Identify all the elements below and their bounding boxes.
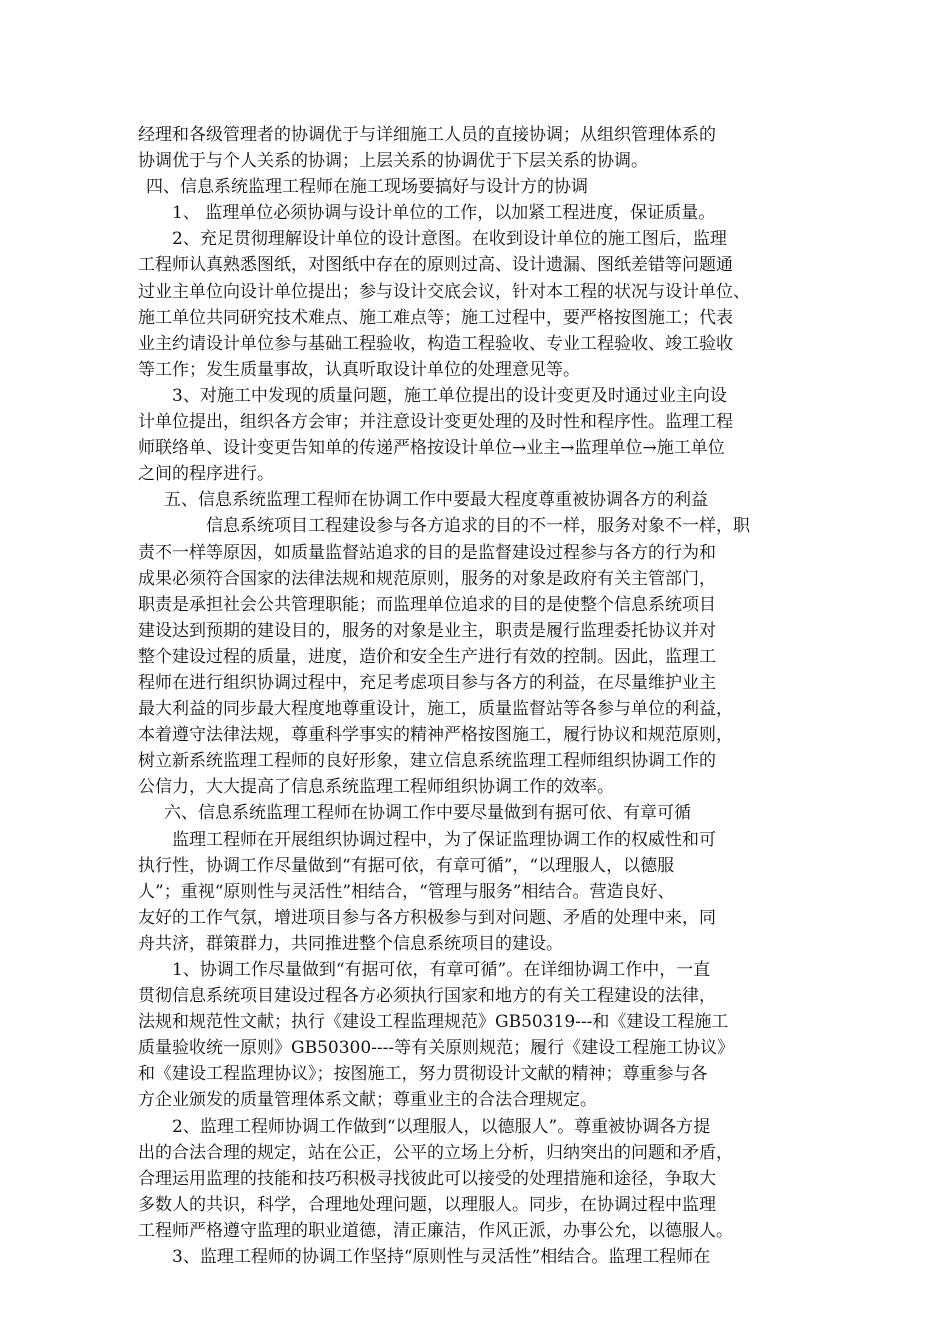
text-line: 多数人的共识，科学，合理地处理问题，以理服人。同步，在协调过程中监理 — [138, 1194, 716, 1215]
section-heading: 五、信息系统监理工程师在协调工作中要最大程度尊重被协调各方的利益 — [164, 490, 708, 511]
text-line: 方企业颁发的质量管理体系文献；尊重业主的合法合理规定。 — [138, 1090, 597, 1111]
text-line: 树立新系统监理工程师的良好形象，建立信息系统监理工程师组织协调工作的 — [138, 751, 716, 772]
text-line: 质量验收统一原则》GB50300----等有关原则规范；履行《建设工程施工协议》 — [138, 1038, 735, 1059]
text-line: 出的合法合理的规定，站在公正，公平的立场上分析，归纳突出的问题和矛盾， — [138, 1142, 733, 1163]
text-line: 人”；重视“原则性与灵活性”相结合，“管理与服务”相结合。营造良好、 — [138, 881, 675, 902]
text-line: 等工作；发生质量事故，认真听取设计单位的处理意见等。 — [138, 359, 580, 380]
text-line: 工程师严格遵守监理的职业道德，清正廉洁，作风正派，办事公允，以德服人。 — [138, 1220, 733, 1241]
text-line: 友好的工作气氛，增进项目参与各方积极参与到对问题、矛盾的处理中来，同 — [138, 907, 716, 928]
text-line: 舟共济，群策群力，共同推进整个信息系统项目的建设。 — [138, 933, 563, 954]
text-line: 职责是承担社会公共管理职能；而监理单位追求的目的是使整个信息系统项目 — [138, 594, 716, 615]
text-line: 2、监理工程师协调工作做到“以理服人，以德服人”。尊重被协调各方提 — [172, 1116, 711, 1137]
text-line: 责不一样等原因，如质量监督站追求的目的是监督建设过程参与各方的行为和 — [138, 542, 716, 563]
text-line: 法规和规范性文献；执行《建设工程监理规范》GB50319---和《建设工程施工 — [138, 1012, 729, 1033]
text-line: 程师在进行组织协调过程中，充足考虑项目参与各方的利益，在尽量维护业主 — [138, 672, 716, 693]
text-line: 1、 监理单位必须协调与设计单位的工作，以加紧工程进度，保证质量。 — [172, 203, 716, 224]
text-line: 合理运用监理的技能和技巧积极寻找彼此可以接受的处理措施和途径，争取大 — [138, 1168, 716, 1189]
text-line: 公信力，大大提高了信息系统监理工程师组织协调工作的效率。 — [138, 777, 614, 798]
text-line: 计单位提出，组织各方会审；并注意设计变更处理的及时性和程序性。监理工程 — [138, 412, 733, 433]
text-line: 工程师认真熟悉图纸，对图纸中存在的原则过高、设计遗漏、图纸差错等问题通 — [138, 255, 733, 276]
text-line: 本着遵守法律法规，尊重科学事实的精神严格按图施工，履行协议和规范原则， — [138, 725, 733, 746]
text-line: 业主约请设计单位参与基础工程验收，构造工程验收、专业工程验收、竣工验收 — [138, 333, 733, 354]
text-line: 1、协调工作尽量做到“有据可依，有章可循”。在详细协调工作中，一直 — [172, 960, 711, 980]
text-line: 整个建设过程的质量，进度，造价和安全生产进行有效的控制。因此，监理工 — [138, 646, 716, 667]
text-line: 经理和各级管理者的协调优于与详细施工人员的直接协调；从组织管理体系的 — [138, 125, 716, 145]
body-text — [138, 122, 828, 1270]
text-line: 过业主单位向设计单位提出；参与设计交底会议，针对本工程的状况与设计单位、 — [138, 281, 750, 302]
text-line: 和《建设工程监理协议》；按图施工，努力贯彻设计文献的精神；尊重参与各 — [138, 1064, 708, 1085]
text-line: 3、监理工程师的协调工作坚持“原则性与灵活性”相结合。监理工程师在 — [172, 1247, 711, 1268]
text-line: 贯彻信息系统项目建设过程各方必须执行国家和地方的有关工程建设的法律， — [138, 986, 716, 1007]
text-line: 3、对施工中发现的质量问题，施工单位提出的设计变更及时通过业主向设 — [172, 385, 727, 406]
text-line: 协调优于与个人关系的协调；上层关系的协调优于下层关系的协调。 — [138, 151, 648, 172]
text-line: 信息系统项目工程建设参与各方追求的目的不一样，服务对象不一样，职 — [206, 516, 750, 537]
text-line: 执行性，协调工作尽量做到“有据可依，有章可循”，“以理服人，以德服 — [138, 855, 675, 876]
text-line: 建设达到预期的建设目的，服务的对象是业主，职责是履行监理委托协议并对 — [138, 620, 716, 641]
text-line: 最大利益的同步最大程度地尊重设计，施工，质量监督站等各参与单位的利益， — [138, 699, 733, 720]
text-line: 施工单位共同研究技术难点、施工难点等；施工过程中，要严格按图施工；代表 — [138, 307, 733, 328]
text-line: 之间的程序进行。 — [138, 464, 274, 485]
text-line: 成果必须符合国家的法律法规和规范原则，服务的对象是政府有关主管部门， — [138, 568, 716, 589]
section-heading: 四、信息系统监理工程师在施工现场要搞好与设计方的协调 — [146, 177, 588, 198]
text-line: 监理工程师在开展组织协调过程中，为了保证监理协调工作的权威性和可 — [172, 829, 716, 850]
section-heading: 六、信息系统监理工程师在协调工作中要尽量做到有据可依、有章可循 — [164, 803, 691, 824]
text-line: 2、充足贯彻理解设计单位的设计意图。在收到设计单位的施工图后，监理 — [172, 229, 727, 250]
text-line: 师联络单、设计变更告知单的传递严格按设计单位→业主→监理单位→施工单位 — [138, 438, 725, 459]
